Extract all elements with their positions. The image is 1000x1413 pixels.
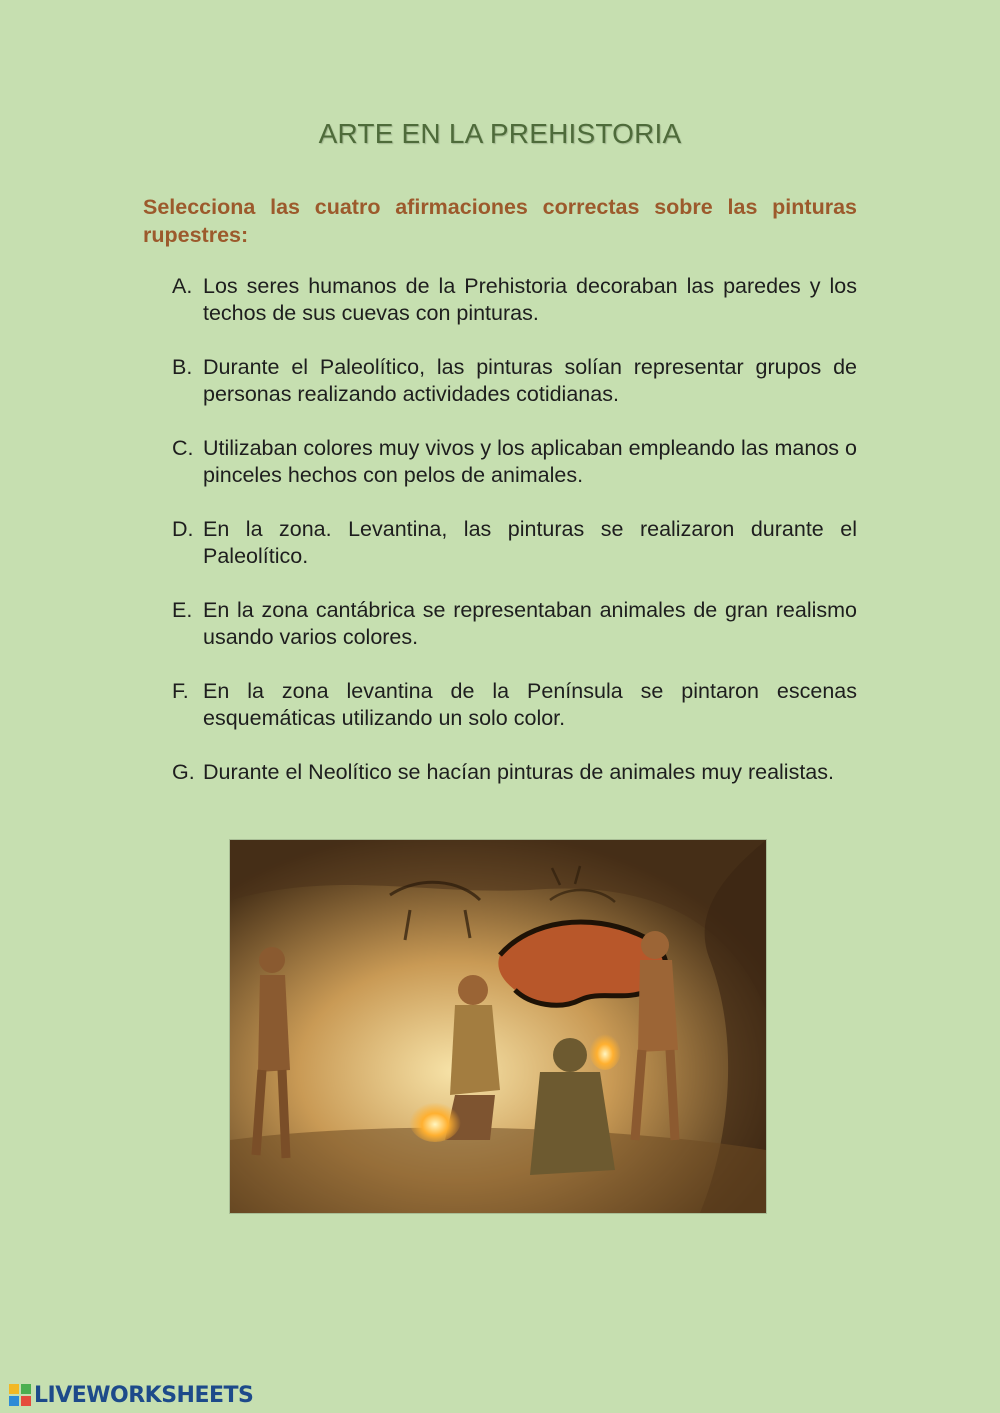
- option-b[interactable]: [172, 354, 857, 408]
- option-letter: F.: [172, 679, 189, 703]
- option-e[interactable]: [172, 597, 857, 651]
- option-text: En la zona. Levantina, las pinturas se realizaron durante el Paleolítico.: [203, 517, 857, 568]
- option-letter: C.: [172, 436, 194, 460]
- option-g[interactable]: [172, 759, 857, 786]
- option-text: Durante el Neolítico se hacían pinturas de animales muy realistas.: [203, 760, 834, 784]
- liveworksheets-logo-icon: [9, 1384, 31, 1406]
- cave-floor: [230, 1128, 766, 1213]
- brand-name: LIVEWORKSHEETS: [34, 1382, 254, 1408]
- instruction-text: Selecciona las cuatro afirmaciones correctas sobre las pinturas rupestres:: [143, 195, 857, 247]
- option-letter: G.: [172, 760, 195, 784]
- cave-scene-svg: [230, 840, 766, 1213]
- option-c[interactable]: [172, 435, 857, 489]
- option-f[interactable]: [172, 678, 857, 732]
- option-text: En la zona cantábrica se representaban animales de gran realismo usando varios colores.: [203, 598, 857, 649]
- option-letter: B.: [172, 355, 193, 379]
- campfire: [409, 1098, 461, 1142]
- footer-logo[interactable]: [9, 1380, 253, 1410]
- option-text: Utilizaban colores muy vivos y los aplicaban empleando las manos o pinceles hechos con pelos de animales.: [203, 436, 857, 487]
- option-d[interactable]: [172, 516, 857, 570]
- option-letter: D.: [172, 517, 194, 541]
- option-a[interactable]: [172, 273, 857, 327]
- option-letter: A.: [172, 274, 193, 298]
- option-text: En la zona levantina de la Península se pintaron escenas esquemáticas utilizando un solo color.: [203, 679, 857, 730]
- cave-painting-illustration: [230, 840, 766, 1213]
- options-list: [172, 273, 857, 813]
- option-letter: E.: [172, 598, 193, 622]
- option-text: Los seres humanos de la Prehistoria decoraban las paredes y los techos de sus cuevas con pinturas.: [203, 274, 857, 325]
- option-text: Durante el Paleolítico, las pinturas solían representar grupos de personas realizando actividades cotidianas.: [203, 355, 857, 406]
- page-title: ARTE EN LA PREHISTORIA: [318, 118, 682, 149]
- torch-flame: [589, 1030, 621, 1070]
